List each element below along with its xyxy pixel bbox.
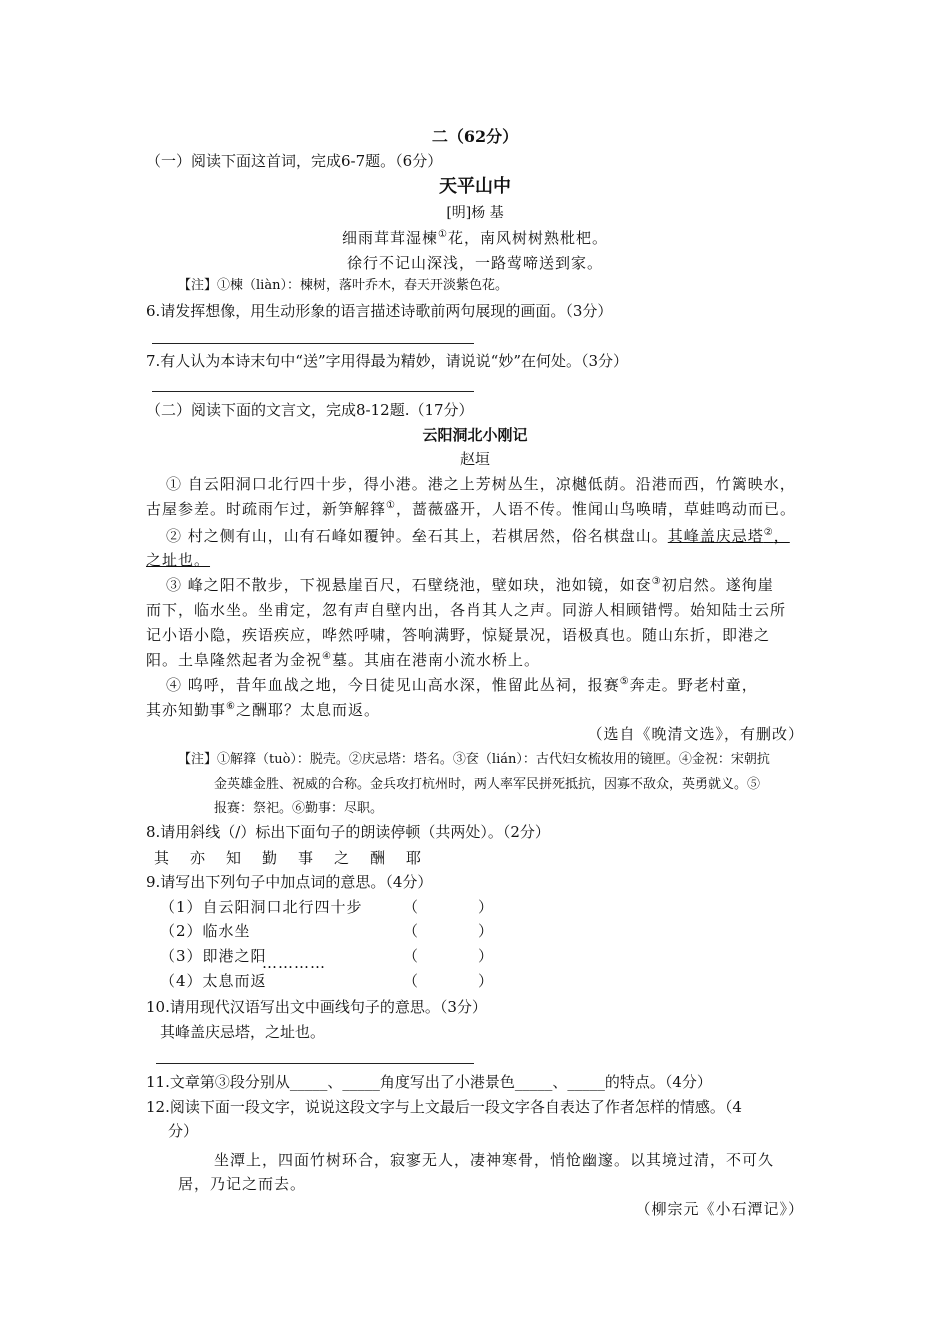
essay-note-2: 金英雄金胜、祝威的合称。金兵攻打杭州时，两人率军民拼死抵抗，因寡不敌众，英勇就义。⑤ <box>214 777 761 792</box>
question-10: 10.请用现代汉语写出文中画线句子的意思。（3分） <box>146 998 487 1016</box>
answer-line-10 <box>156 1063 474 1064</box>
question-12-line-2: 分） <box>168 1122 199 1140</box>
para-3-line-1: ③ 峰之阳不散步，下视悬崖百尺，石壁绕池，壁如玦，池如镜，如奁③初启然。遂徇崖 <box>166 576 774 594</box>
para-3-line-4: 阳。土阜隆然起者为金祝④墓。其庙在港南小流水桥上。 <box>146 651 540 669</box>
answer-line-7 <box>152 391 474 392</box>
q9-answer-paren-2[interactable]: （ ） <box>403 922 494 940</box>
para-2-line-2: 之址也。 <box>146 551 211 569</box>
question-8-sentence: 其 亦 知 勤 事 之 酬 耶 <box>154 849 425 867</box>
para-4-line-1: ④ 呜呼，昔年血战之地，今日徒见山高水深，惟留此丛祠，报赛⑤奔走。野老村童， <box>166 676 758 694</box>
part2-instruction: （二）阅读下面的文言文，完成8-12题.（17分） <box>146 401 474 419</box>
essay-note-1: 【注】①解箨（tuò）：脱壳。②庆忌塔：塔名。③奁（lián）：古代妇女梳妆用的镜匣。④金祝：宋朝抗 <box>178 752 770 767</box>
essay-title: 云阳洞北小刚记 <box>422 426 528 444</box>
para-1-line-2: 古屋参差。时疏雨乍过，新笋解箨①，蔷薇盛开，人语不传。惟闻山鸟唤晴，草蛙鸣动而已。 <box>146 500 796 518</box>
answer-line-6 <box>152 343 474 344</box>
para-3-line-2: 而下，临水坐。坐甫定，忽有声自壁内出，各肖其人之声。同游人相顾错愕。始知陆士云所 <box>146 601 787 619</box>
para-1-line-1: ① 自云阳洞口北行四十步，得小港。港之上芳树丛生，凉樾低荫。沿港而西，竹篱映水， <box>166 475 796 493</box>
question-10-sentence: 其峰盖庆忌塔，之址也。 <box>160 1023 326 1041</box>
poem-note: 【注】①楝（liàn）：楝树，落叶乔木，春天开淡紫色花。 <box>178 278 508 293</box>
question-9: 9.请写出下列句子中加点词的意思。（4分） <box>146 873 433 891</box>
part1-instruction: （一）阅读下面这首词，完成6-7题。（6分） <box>146 152 443 170</box>
essay-source: （选自《晚清文选》，有删改） <box>587 725 804 743</box>
emphasis-dots: ………… <box>262 954 326 972</box>
quote-line-2: 居，乃记之而去。 <box>178 1175 307 1193</box>
q9-item-1: （1）自云阳洞口北行四十步 <box>160 898 363 916</box>
poem-title: 天平山中 <box>439 176 511 197</box>
q9-item-4: （4）太息而返 <box>160 972 267 990</box>
quote-source: （柳宗元《小石潭记》） <box>635 1200 804 1218</box>
poem-line-1: 细雨茸茸湿楝①花，南风树树熟枇杷。 <box>342 229 608 247</box>
quote-line-1: 坐潭上，四面竹树环合，寂寥无人，凄神寒骨，悄怆幽邃。以其境过清，不可久 <box>214 1151 775 1169</box>
poem-line-2: 徐行不记山深浅，一路莺啼送到家。 <box>346 254 603 272</box>
para-3-line-3: 记小语小隐，疾语疾应，哗然呼啸，答响满野，惊疑景况，语极真也。随山东折，即港之 <box>146 626 771 644</box>
essay-author: 赵垣 <box>459 450 490 468</box>
q9-answer-paren-4[interactable]: （ ） <box>403 972 494 990</box>
section-title: 二（62分） <box>431 127 519 146</box>
question-11: 11.文章第③段分别从_____、_____角度写出了小港景色_____、_____的特点。（4分） <box>146 1073 712 1091</box>
q9-item-2: （2）临水坐 <box>160 922 251 940</box>
para-4-line-2: 其亦知勤事⑥之酬耶？太息而返。 <box>146 701 380 719</box>
q9-answer-paren-3[interactable]: （ ） <box>403 947 494 965</box>
essay-note-3: 报赛：祭祀。⑥勤事：尽职。 <box>214 801 384 816</box>
underlined-sentence: 其峰盖庆忌塔②， <box>667 527 790 545</box>
question-12-line-1: 12.阅读下面一段文字，说说这段文字与上文最后一段文字各自表达了作者怎样的情感。（4 <box>146 1098 742 1116</box>
q9-answer-paren-1[interactable]: （ ） <box>403 898 494 916</box>
para-2-line-1: ② 村之侧有山，山有石峰如覆钟。垒石其上，若棋居然，俗名棋盘山。其峰盖庆忌塔②， <box>166 527 790 545</box>
poem-author: [明]杨 基 <box>446 205 504 221</box>
question-6: 6.请发挥想像，用生动形象的语言描述诗歌前两句展现的画面。（3分） <box>146 302 613 320</box>
question-7: 7.有人认为本诗末句中“送”字用得最为精妙，请说说“妙”在何处。（3分） <box>146 352 629 370</box>
question-8: 8.请用斜线（/）标出下面句子的朗读停顿（共两处）。（2分） <box>146 823 550 841</box>
q9-item-3: （3）即港之阳 <box>160 947 267 965</box>
